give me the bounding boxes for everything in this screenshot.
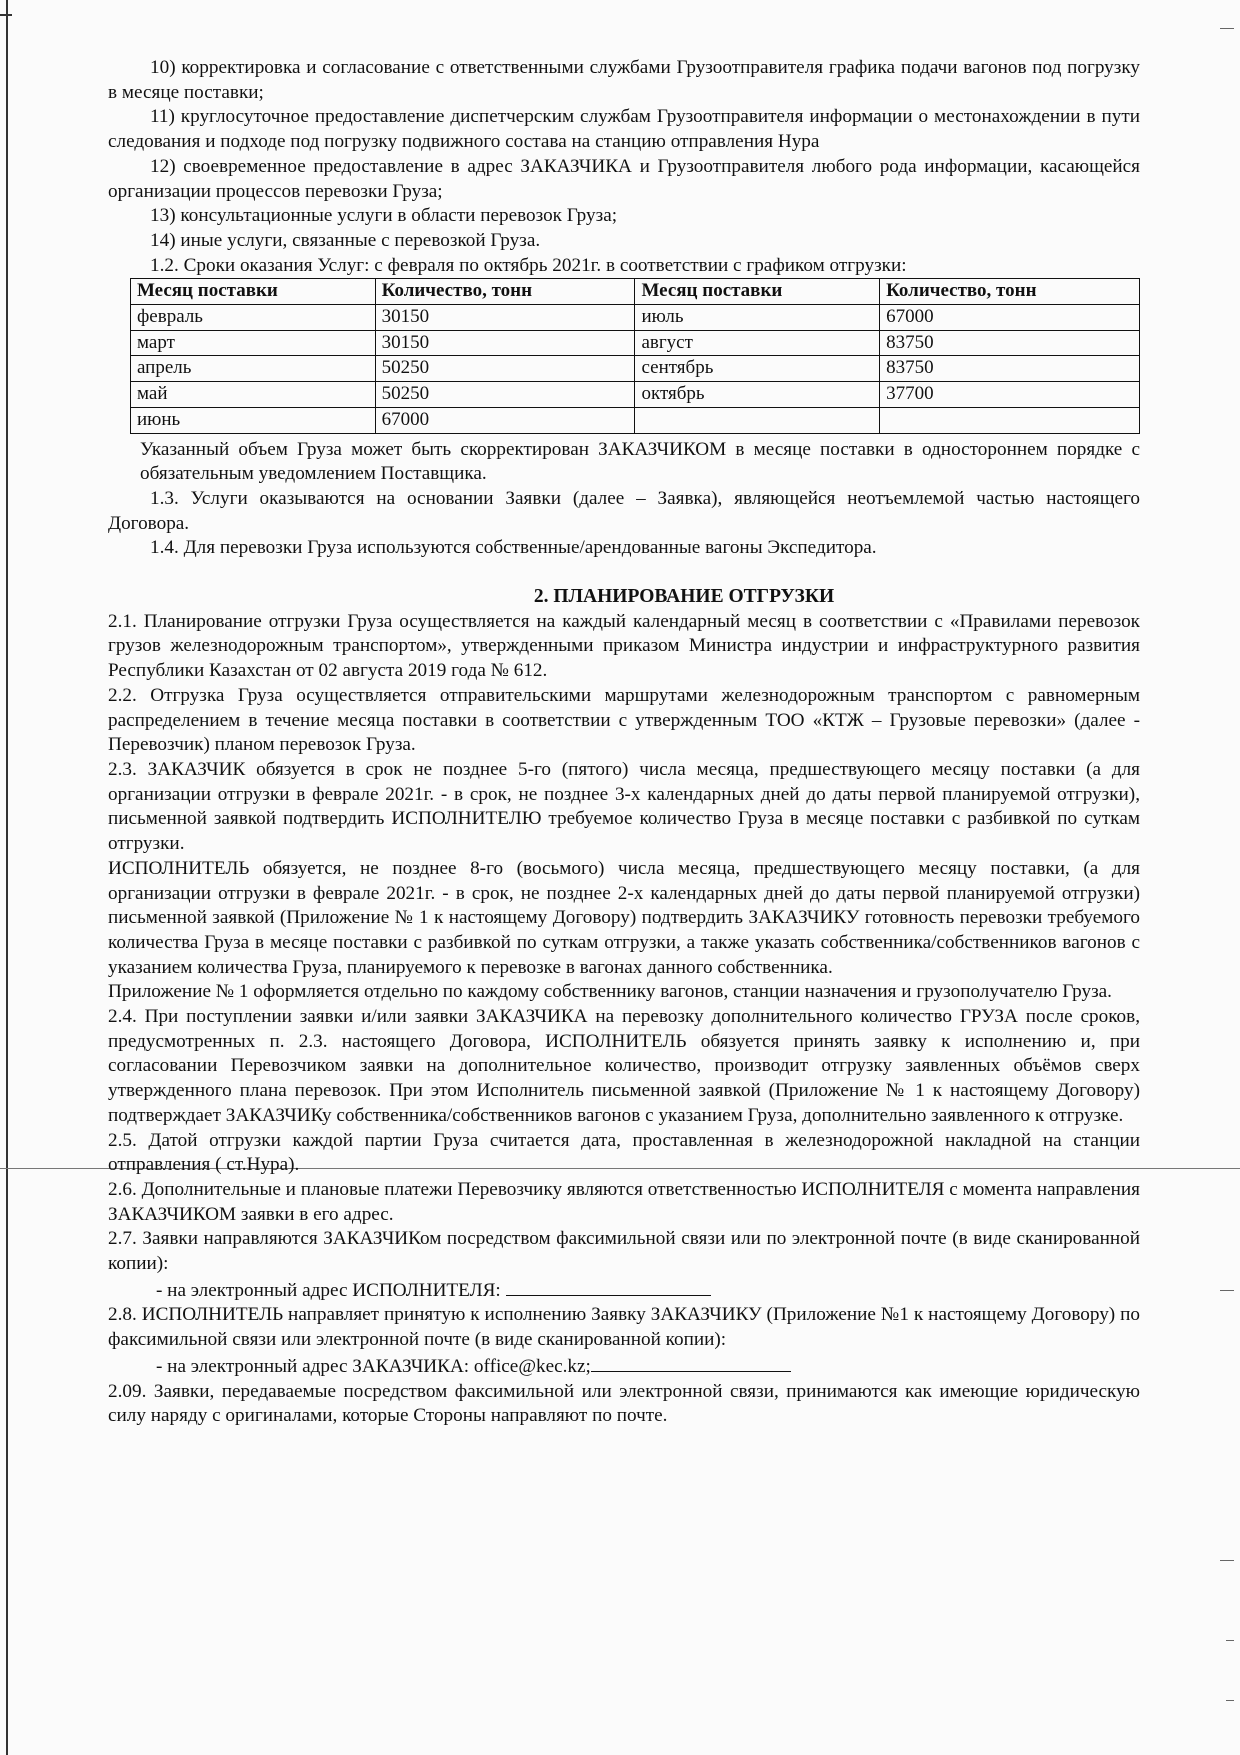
paragraph-item-12: 12) своевременное предоставление в адрес ЗАКАЗЧИКА и Грузоотправителя любого рода информации, касающейся организации процессов перевозки Груза;: [108, 155, 1140, 202]
table-cell: 67000: [880, 305, 1140, 331]
paragraph-2-3: 2.3. ЗАКАЗЧИК обязуется в срок не позднее 5-го (пятого) числа месяца, предшествующего месяцу поставки (а для организации отгрузки в феврале 2021г. - в срок, не позднее 3-х календарных дней до даты первой планируемой отгрузки), письменной заявкой подтвердить ИСПОЛНИТЕЛЮ требуемое количество Груза в месяце поставки с разбивкой по суткам отгрузки.: [108, 758, 1140, 855]
paragraph-2-8: 2.8. ИСПОЛНИТЕЛЬ направляет принятую к исполнению Заявку ЗАКАЗЧИКУ (Приложение №1 к настоящему Договору) по факсимильной связи или электронной почте (в виде сканированной копии):: [108, 1304, 1140, 1351]
table-cell: [635, 407, 880, 433]
scan-right-mark: [1226, 1640, 1234, 1641]
table-cell: 30150: [375, 330, 635, 356]
table-row: [131, 356, 1140, 382]
paragraph-1-3: 1.3. Услуги оказываются на основании Заявки (далее – Заявка), являющейся неотъемлемой частью настоящего Договора.: [108, 487, 1140, 534]
table-cell: 83750: [880, 330, 1140, 356]
table-cell: февраль: [131, 305, 376, 331]
table-cell: апрель: [131, 356, 376, 382]
paragraph-2-3-executor: ИСПОЛНИТЕЛЬ обязуется, не позднее 8-го (восьмого) числа месяца, предшествующего месяцу поставки, (а для организации отгрузки в феврале 2021г. - в срок, не позднее 2-х календарных дней до даты первой планируемой отгрузки) письменной заявкой (Приложение № 1 к настоящему Договору) подтвердить ЗАКАЗЧИКУ готовность перевозки требуемого количества Груза в месяце поставки с разбивкой по суткам отгрузки, а также указать собственника/собственников вагонов с указанием количества Груза, планируемого к перевозке в вагонах данного собственника.: [108, 857, 1140, 978]
table-cell: [880, 407, 1140, 433]
paragraph-item-10: 10) корректировка и согласование с ответственными службами Грузоотправителя графика подачи вагонов под погрузку в месяце поставки;: [108, 57, 1140, 103]
shipment-schedule-table: [130, 278, 1140, 433]
paragraph-item-11: 11) круглосуточное предоставление диспетчерским службам Грузоотправителя информации о местонахождении в пути следования и подходе под погрузку подвижного состава на станцию отправления Нура: [108, 106, 1140, 153]
table-cell: сентябрь: [635, 356, 880, 382]
volume-adjustment-note: Указанный объем Груза может быть скорректирован ЗАКАЗЧИКОМ в месяце поставки в одностороннем порядке с обязательным уведомлением Поставщика.: [140, 438, 1140, 485]
table-header-cell: Количество, тонн: [880, 279, 1140, 305]
paragraph-1-4: 1.4. Для перевозки Груза используются собственные/арендованные вагоны Экспедитора.: [150, 537, 877, 559]
document-page: [108, 56, 1140, 1429]
table-cell: 37700: [880, 382, 1140, 408]
table-cell: 67000: [375, 407, 635, 433]
customer-email-label: - на электронный адрес ЗАКАЗЧИКА: office@kec.kz;: [156, 1355, 591, 1377]
paragraph-2-7: 2.7. Заявки направляются ЗАКАЗЧИКом посредством факсимильной связи или по электронной почте (в виде сканированной копии):: [108, 1228, 1140, 1275]
table-cell: май: [131, 382, 376, 408]
customer-email-blank: [591, 1353, 791, 1372]
table-cell: 30150: [375, 305, 635, 331]
table-row: [131, 382, 1140, 408]
paragraph-2-6: 2.6. Дополнительные и плановые платежи Перевозчику являются ответственностью ИСПОЛНИТЕЛЯ с момента направления ЗАКАЗЧИКОМ заявки в его адрес.: [108, 1178, 1140, 1225]
paragraph-item-14: 14) иные услуги, связанные с перевозкой Груза.: [150, 229, 541, 251]
scan-right-mark: [1220, 1290, 1234, 1291]
table-row: [131, 330, 1140, 356]
table-header-cell: Месяц поставки: [635, 279, 880, 305]
table-header-cell: Количество, тонн: [375, 279, 635, 305]
table-cell: 83750: [880, 356, 1140, 382]
paragraph-2-5: 2.5. Датой отгрузки каждой партии Груза считается дата, проставленная в железнодорожной накладной на станции отправления ( ст.Нура).: [108, 1129, 1140, 1176]
table-header-row: [131, 279, 1140, 305]
scan-right-mark: [1220, 1560, 1234, 1561]
paragraph-2-09: 2.09. Заявки, передаваемые посредством факсимильной или электронной связи, принимаются как имеющие юридическую силу наряду с оригиналами, которые Стороны направляют по почте.: [108, 1380, 1140, 1427]
table-cell: август: [635, 330, 880, 356]
table-cell: 50250: [375, 356, 635, 382]
paragraph-1-2: 1.2. Сроки оказания Услуг: с февраля по октябрь 2021г. в соответствии с графиком отгрузки:: [150, 254, 907, 276]
section-2-heading: 2. ПЛАНИРОВАНИЕ ОТГРУЗКИ: [533, 586, 835, 608]
executor-email-label: - на электронный адрес ИСПОЛНИТЕЛЯ:: [156, 1279, 501, 1301]
scan-left-edge-mark: [0, 14, 12, 16]
table-cell: октябрь: [635, 382, 880, 408]
customer-email-line: [108, 1353, 1140, 1380]
paragraph-2-1: 2.1. Планирование отгрузки Груза осуществляется на каждый календарный месяц в соответствии с «Правилами перевозок грузов железнодорожным транспортом», утвержденными приказом Министра индустрии и инфраструктурного развития Республики Казахстан от 02 августа 2019 года № 612.: [108, 610, 1140, 682]
paragraph-item-13: 13) консультационные услуги в области перевозок Груза;: [150, 205, 618, 227]
paragraph-2-4: 2.4. При поступлении заявки и/или заявки ЗАКАЗЧИКА на перевозку дополнительного количество ГРУЗА после сроков, предусмотренных п. 2.3. настоящего Договора, ИСПОЛНИТЕЛЬ обязуется принять заявку к исполнению и, при согласовании Перевозчиком заявки на дополнительное количество, производит отгрузку заявленных объёмов сверх утвержденного плана перевозок. При этом Исполнитель письменной заявкой (Приложение № 1 к настоящему Договору) подтверждает ЗАКАЗЧИКу собственника/собственников вагонов с указанием Груза, дополнительно заявленного к отгрузке.: [108, 1006, 1140, 1126]
table-row: [131, 305, 1140, 331]
table-row: [131, 407, 1140, 433]
table-cell: июль: [635, 305, 880, 331]
table-cell: 50250: [375, 382, 635, 408]
executor-email-line: [108, 1277, 1140, 1304]
paragraph-2-3-appendix: Приложение № 1 оформляется отдельно по каждому собственнику вагонов, станции назначения и грузополучателю Груза.: [108, 981, 1112, 1003]
scan-right-mark: [1226, 1700, 1234, 1701]
executor-email-blank: [506, 1277, 711, 1296]
paragraph-2-2: 2.2. Отгрузка Груза осуществляется отправительскими маршрутами железнодорожным транспортом с равномерным распределением в течение месяца поставки в соответствии с утвержденным ТОО «КТЖ – Грузовые перевозки» (далее - Перевозчик) планом перевозок Груза.: [108, 684, 1140, 756]
table-cell: июнь: [131, 407, 376, 433]
scan-left-edge-line: [6, 0, 8, 1755]
table-header-cell: Месяц поставки: [131, 279, 376, 305]
scan-right-mark: [1220, 28, 1234, 29]
table-cell: март: [131, 330, 376, 356]
